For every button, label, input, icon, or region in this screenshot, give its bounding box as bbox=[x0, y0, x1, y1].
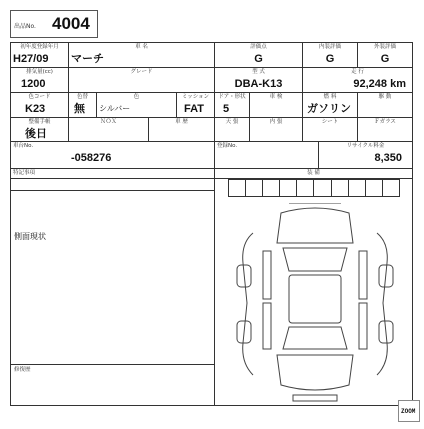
score-value: G bbox=[254, 53, 263, 65]
cell-color: 色 シルバー bbox=[96, 93, 176, 117]
lot-number: 4004 bbox=[52, 14, 90, 33]
cell-chassis-number: 車台No. -058276 bbox=[11, 142, 214, 168]
lot-label: 出品No. bbox=[14, 23, 36, 30]
equip-box bbox=[280, 180, 297, 196]
cell-recycle-fee: リサイクル料金 8,350 bbox=[318, 142, 412, 168]
cell-inner-lining: 内 張 bbox=[249, 118, 302, 141]
car-left-side bbox=[243, 233, 253, 375]
doors-value: 5 bbox=[223, 103, 230, 115]
exterior-value: G bbox=[380, 53, 390, 65]
chassis-number-value: -058276 bbox=[71, 152, 112, 164]
displacement-value: 1200 bbox=[21, 78, 46, 90]
mileage-value: 92,248 km bbox=[353, 78, 406, 90]
equip-box bbox=[349, 180, 366, 196]
color-value: シルバー bbox=[99, 104, 131, 113]
cell-service-book: 整備手帳 後日 bbox=[11, 118, 68, 141]
color-code-value: K23 bbox=[25, 103, 46, 115]
cell-fuel: 燃 料 ガソリン bbox=[302, 93, 357, 117]
cell-car-name: 車 名 マーチ bbox=[68, 43, 214, 67]
car-rear-glass bbox=[283, 327, 347, 349]
notes-area bbox=[11, 169, 214, 405]
cell-grade: グレード bbox=[68, 68, 214, 92]
side-condition-label: 側面現状 bbox=[14, 232, 46, 241]
car-left-rear-door bbox=[263, 303, 271, 349]
equip-box bbox=[229, 180, 246, 196]
car-windshield bbox=[283, 248, 347, 271]
cell-color-change: 色替 無 bbox=[68, 93, 96, 117]
cell-displacement: 排気量(cc) 1200 bbox=[11, 68, 68, 92]
zoom-button[interactable] bbox=[398, 400, 420, 422]
mission-value: FAT bbox=[184, 103, 204, 115]
car-hood bbox=[277, 208, 353, 243]
cell-nox: ＮＯＸ bbox=[68, 118, 148, 141]
equip-box bbox=[246, 180, 263, 196]
row-year-name-score bbox=[11, 43, 412, 67]
car-diagram bbox=[233, 203, 397, 403]
car-right-rear-door bbox=[359, 303, 367, 349]
interior-value: G bbox=[325, 53, 335, 65]
fuel-value: ガソリン bbox=[307, 103, 351, 115]
cell-score: 評価点 G bbox=[214, 43, 302, 67]
equipment-checkboxes bbox=[228, 179, 400, 197]
car-right-side bbox=[377, 233, 387, 375]
cell-drive: 駆 動 bbox=[357, 93, 412, 117]
cell-inspection: 車 検 bbox=[249, 93, 302, 117]
lower-section bbox=[11, 168, 412, 405]
car-left-front-door bbox=[263, 251, 271, 299]
notes-label: 特記事項 bbox=[11, 169, 214, 179]
equip-box bbox=[383, 180, 399, 196]
model-code-value: DBA-K13 bbox=[234, 78, 283, 90]
car-name-value: マーチ bbox=[71, 53, 104, 65]
car-rear-bumper bbox=[293, 395, 337, 401]
equip-box bbox=[314, 180, 331, 196]
cell-exterior: 外装評価 G bbox=[357, 43, 412, 67]
cell-model-code: 型 式 DBA-K13 bbox=[214, 68, 302, 92]
cell-first-registration: 初年度登録年月 H27/09 bbox=[11, 43, 68, 67]
cell-mission: ミッション FAT bbox=[176, 93, 214, 117]
equip-box bbox=[263, 180, 280, 196]
cell-mileage: 走 行 92,248 km bbox=[302, 68, 412, 92]
cell-interior: 内装評価 G bbox=[302, 43, 357, 67]
car-roof bbox=[289, 275, 341, 323]
row-chassis-recycle bbox=[11, 141, 412, 168]
equip-box bbox=[297, 180, 314, 196]
equip-box bbox=[366, 180, 383, 196]
cell-roof-lining: 天 張 bbox=[214, 118, 249, 141]
service-book-value: 後日 bbox=[25, 128, 47, 140]
repair-divider bbox=[11, 364, 214, 365]
cell-car-history: 車 歴 bbox=[148, 118, 214, 141]
row-color-mission bbox=[11, 92, 412, 117]
zoom-label: ZOOM bbox=[401, 408, 416, 415]
cell-seat: シート bbox=[302, 118, 357, 141]
notes-divider bbox=[11, 190, 214, 191]
row-cc-grade-model bbox=[11, 67, 412, 92]
car-right-front-door bbox=[359, 251, 367, 299]
row-service-history bbox=[11, 117, 412, 141]
equip-box bbox=[332, 180, 349, 196]
cell-color-code: 色コード K23 bbox=[11, 93, 68, 117]
lot-number-box bbox=[10, 10, 98, 38]
equipment-label: 装 備 bbox=[215, 169, 412, 179]
cell-registration-number: 登録No. bbox=[214, 142, 318, 168]
color-change-value: 無 bbox=[74, 103, 85, 115]
car-trunk bbox=[277, 355, 353, 390]
vehicle-info-table bbox=[10, 42, 413, 406]
cell-front-glass: Ｆガラス bbox=[357, 118, 412, 141]
recycle-fee-value: 8,350 bbox=[374, 152, 402, 164]
first-registration-value: H27/09 bbox=[13, 53, 49, 65]
auction-sheet bbox=[10, 6, 413, 406]
cell-doors: ドア・形状 5 bbox=[214, 93, 249, 117]
equipment-area bbox=[214, 169, 412, 405]
repair-history-label: 修復歴 bbox=[14, 367, 31, 373]
